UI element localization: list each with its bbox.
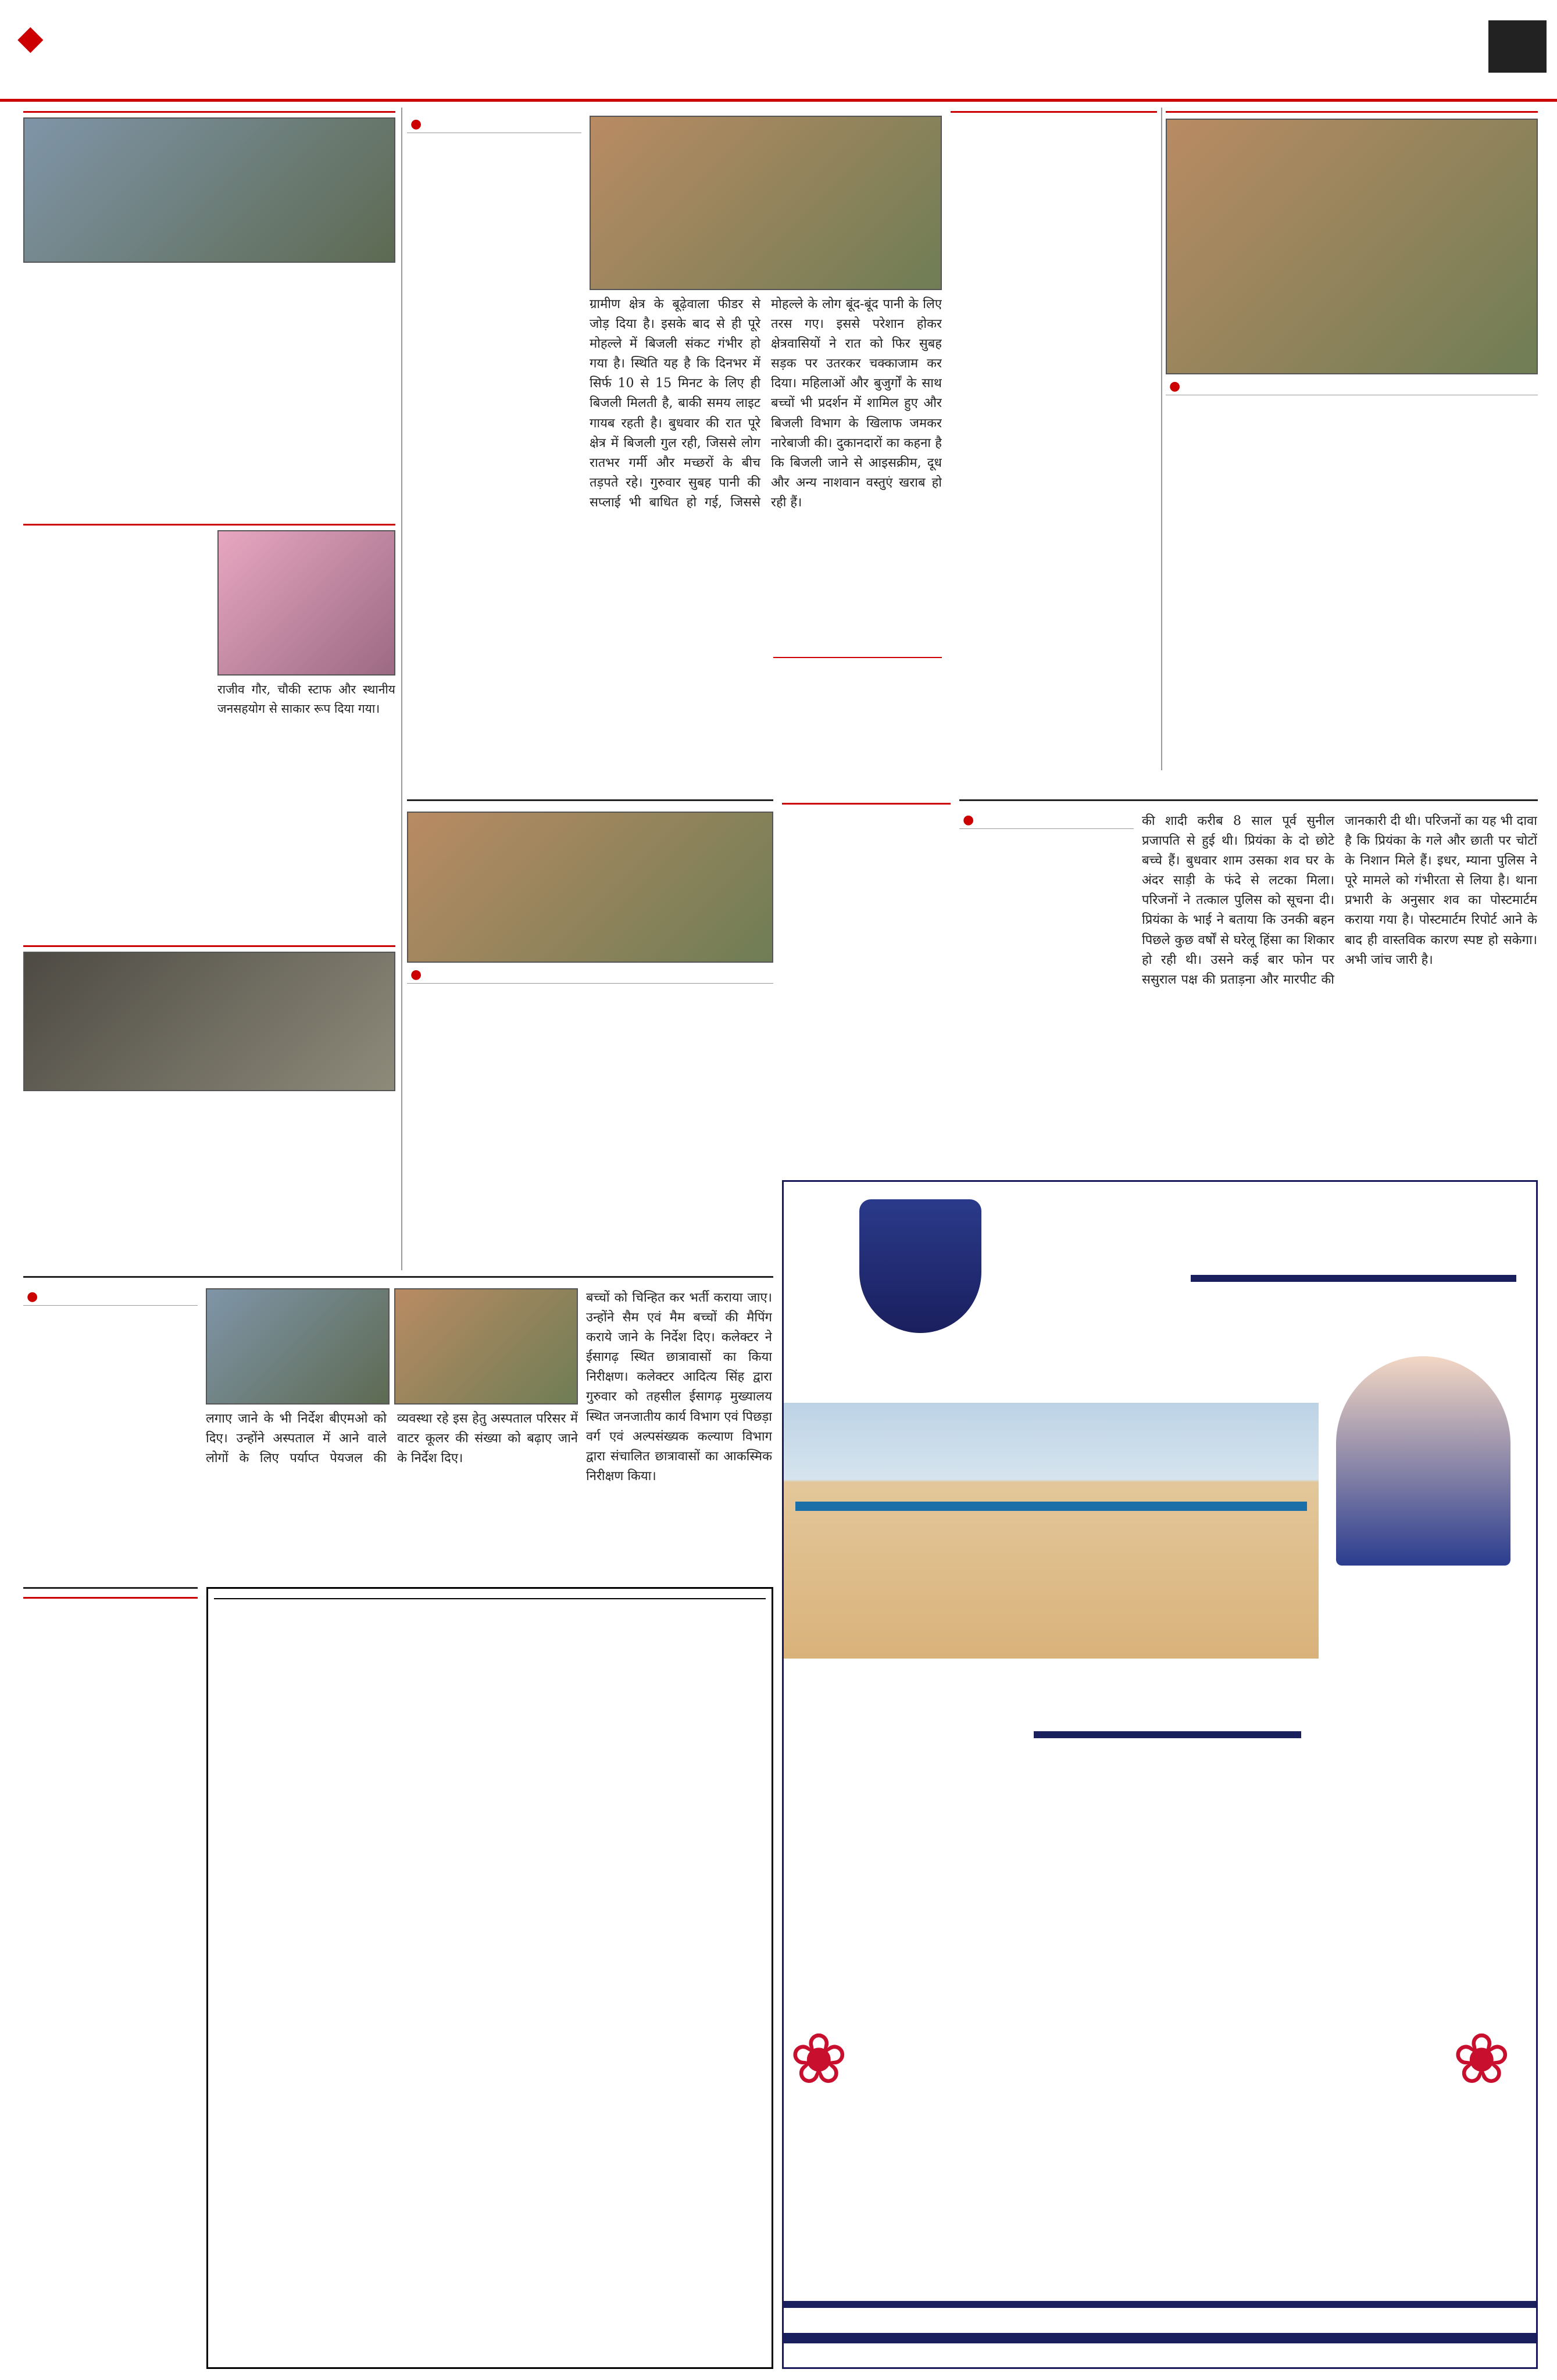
rose-right-icon: ❀ [1452, 2019, 1511, 2100]
headline [23, 1587, 198, 1599]
headline [23, 520, 395, 526]
story-duty-room [1166, 108, 1538, 773]
mandal-photo [407, 812, 773, 963]
school-building-photo [784, 1403, 1319, 1659]
principal-photo [1336, 1356, 1510, 1566]
school-subtitle [1191, 1275, 1516, 1282]
newspaper-logo [17, 17, 44, 57]
story-body [23, 1603, 198, 2301]
toppers-title [1034, 1731, 1301, 1738]
headline [1166, 108, 1538, 113]
checking-photo [23, 952, 395, 1091]
hospital-photo-1 [206, 1288, 390, 1405]
column-divider [1161, 108, 1162, 770]
temple-photo [217, 530, 395, 676]
story-body [951, 117, 1157, 687]
headline [23, 1276, 773, 1282]
story-vehicle-challan [23, 942, 395, 1273]
tender-title [214, 1595, 766, 1599]
byline: ● [1166, 378, 1538, 395]
hospital-photo-2 [394, 1288, 578, 1405]
story-body [23, 267, 395, 494]
headline [773, 657, 942, 658]
event-photo [23, 117, 395, 263]
story-body [959, 834, 1134, 1049]
story-body-cont: राजीव गौर, चौकी स्टाफ और स्थानीय जनसहयोग से साकार रूप दिया गया। [217, 682, 395, 716]
headline [782, 799, 951, 805]
story-saluja [951, 108, 1157, 773]
story-toilet-inauguration [23, 108, 395, 517]
headline [959, 799, 1538, 806]
story-body [407, 138, 581, 585]
story-body [23, 1310, 198, 1496]
toppers-grid [810, 1769, 1513, 2281]
story-body-cont: लगाए जाने के भी निर्देश बीएमओ को दिए। उन्होंने अस्पताल में आने वाले लोगों के लिए पर्याप्त पेयजल की व्यवस्था रहे इस हेतु अस्पताल परिसर में वाटर कूलर की संख्या को बढ़ाए जाने के निर्देश दिए। [206, 1411, 578, 1466]
story-body [23, 1096, 395, 1247]
rose-left-icon: ❀ [790, 2019, 848, 2100]
masthead [0, 0, 1557, 102]
byline: ● [959, 812, 1134, 829]
headline [951, 108, 1157, 113]
story-body-cont: की शादी करीब 8 साल पूर्व सुनील प्रजापति से हुई थी। प्रियंका के दो छोटे बच्चे हैं। बुधवार शाम उसका शव घर के अंदर साड़ी के फंदे से लटका मिला। परिजनों ने तत्काल पुलिस को सूचना दी। प्रियंका के भाई ने बताया कि उनकी बहन पिछले कुछ वर्षों से घरेलू हिंसा का शिकार हो रही थी। उसने कई बार फोन पर ससुराल पक्ष की प्रताड़ना और मारपीट की जानकारी दी थी। परिजनों का यह भी दावा है कि प्रियंका के गले और छाती पर चोटों के निशान मिले हैं। इधर, म्याना पुलिस ने पूरे मामले को गंभीरता से लिया है। थाना प्रभारी के अनुसार शव का पोस्टमार्टम कराया गया है। पोस्टमार्टम रिपोर्ट आने के बाद ही वास्तविक कारण स्पष्ट हो सकेगा। अभी जांच जारी है। [1142, 814, 1537, 987]
story-body-cont: ग्रामीण क्षेत्र के बूढ़ेवाला फीडर से जोड़ दिया है। इसके बाद से ही पूरे मोहल्ले में बिजली संकट गंभीर हो गया है। स्थिति यह है कि दिनभर में सिर्फ 10 से 15 मिनट के लिए ही बिजली मिलती है, बाकी समय लाइट गायब रहती है। बुधवार की रात पूरे क्षेत्र में बिजली गुल रही, जिससे लोग रातभर गर्मी और मच्छरों के बीच तड़पते रहे। गुरुवार सुबह पानी की सप्लाई भी बाधित हो गई, जिससे मोहल्ले के लोग बूंद-बूंद पानी के लिए तरस गए। इससे परेशान होकर क्षेत्रवासियों ने रात को फिर सुबह सड़क पर उतरकर चक्काजाम कर दिया। महिलाओं और बुजुर्गों के साथ बच्चों भी प्रदर्शन में शामिल हुए और बिजली विभाग के खिलाफ जमकर नारेबाजी की। दुकानदारों का कहना है कि बिजली जाने से आइसक्रीम, दूध और अन्य नाशवान वस्तुएं खराब हो रही हैं। [590, 297, 942, 510]
headline [23, 108, 395, 113]
school-crest [859, 1199, 981, 1333]
story-body-cont2: बच्चों को चिन्हित कर भर्ती कराया जाए। उन्होंने सैम एवं मैम बच्चों की मैपिंग कराये जाने के निर्देश दिए। कलेक्टर ने ईसागढ़ स्थित छात्रावासों का किया निरीक्षण। कलेक्टर आदित्य सिंह द्वारा गुरुवार को तहसील ईसागढ़ मुख्यालय स्थित जनजातीय कार्य विभाग एवं पिछड़ा वर्ग एवं अल्पसंख्यक कल्याण विभाग द्वारा संचालित छात्रावासों का आकस्मिक निरीक्षण किया। [586, 1291, 772, 1484]
column-divider [401, 108, 402, 1270]
headline [23, 942, 395, 947]
byline: ● [407, 966, 773, 984]
byline: ● [407, 116, 581, 133]
school-advertisement [782, 1180, 1538, 2369]
stream-grid [1013, 1356, 1199, 1358]
school-address [784, 2301, 1538, 2308]
headline [407, 799, 773, 806]
protest-photo [590, 116, 942, 290]
tender-advertisement [206, 1587, 773, 2369]
story-balaji-temple [23, 520, 395, 939]
story-body [1166, 400, 1538, 673]
story-married-woman-death [959, 799, 1538, 1171]
story-collector-inspection [23, 1276, 773, 1578]
school-website[interactable] [784, 2333, 1538, 2343]
story-sweepers-protest [782, 799, 951, 1171]
story-blood-donation [23, 1587, 198, 2366]
story-body [23, 530, 209, 908]
bhoomipoojan-photo [1166, 119, 1538, 374]
building-sign [795, 1502, 1307, 1511]
page-number [1488, 20, 1547, 73]
story-body [773, 660, 942, 774]
diamond-icon: ◆ [17, 17, 44, 57]
story-body [782, 809, 951, 1112]
story-ac-load [773, 657, 942, 794]
byline: ● [23, 1288, 198, 1306]
story-body [407, 988, 773, 1279]
